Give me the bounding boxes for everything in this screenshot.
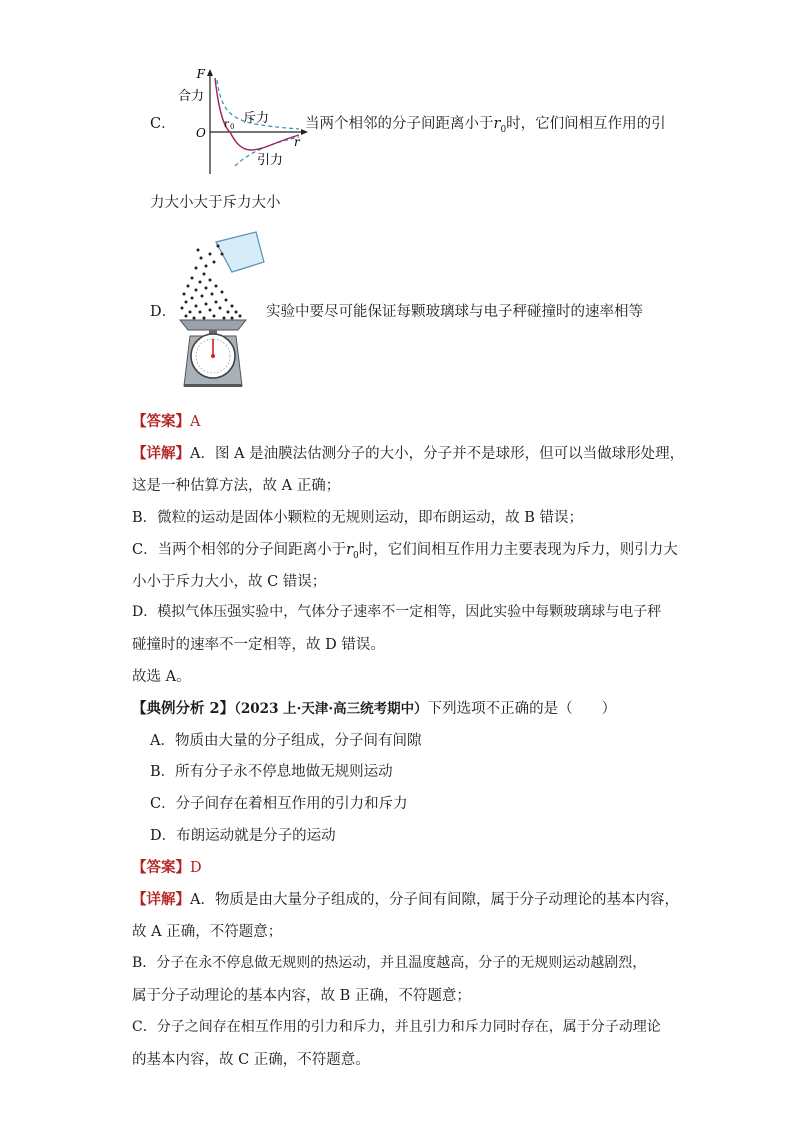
graph-r0-label: r (224, 119, 229, 130)
detail-2-line-c1: C．分子之间存在相互作用的引力和斥力，并且引力和斥力同时存在，属于分子动理论 (132, 1019, 661, 1035)
detail-1-line-b: B．微粒的运动是固体小颗粒的无规则运动，即布朗运动，故 B 错误； (132, 510, 584, 526)
detail-1-line-a1: 【详解】A．图 A 是油膜法估测分子的大小，分子并不是球形，但可以当做球形处理， (132, 445, 685, 462)
force-distance-graph (175, 66, 310, 178)
graph-attraction-label: 引力 (257, 153, 284, 168)
option-c-text: 当两个相邻的分子间距离小于$r_0$时，它们间相互作用的引 (305, 116, 666, 135)
detail-2-line-a2: 故 A 正确，不符题意； (132, 924, 283, 940)
example-2-heading: 【典例分析 2】（2023 上·天津·高三统考期中）下列选项不正确的是（ ） (132, 700, 617, 717)
detail-1-line-c1: C．当两个相邻的分子间距离小于$r_0$时，它们间相互作用力主要表现为斥力，则引力大 (132, 542, 678, 561)
pouring-cup-icon (216, 232, 264, 272)
scale-base (184, 384, 242, 387)
detail-1-line-d2: 碰撞时的速率不一定相等，故 D 错误。 (132, 637, 385, 653)
graph-r0-sub: 0 (230, 123, 235, 131)
example-2-option-b: B．所有分子永不停息地做无规则运动 (150, 764, 393, 780)
detail-1-line-d1: D．模拟气体压强实验中，气体分子速率不一定相等，因此实验中每颗玻璃球与电子秤 (132, 604, 662, 620)
option-c-label: C． (150, 116, 176, 132)
answer-1: 【答案】A (132, 413, 201, 430)
option-d-label: D． (150, 304, 177, 320)
option-d-text: 实验中要尽可能保证每颗玻璃球与电子秤碰撞时的速率相等 (266, 304, 643, 320)
option-c-text-line2: 力大小大于斥力大小 (150, 195, 281, 211)
detail-2-line-c2: 的基本内容，故 C 正确，不符题意。 (132, 1052, 370, 1068)
scale-pan (180, 320, 246, 330)
graph-r-label: r (294, 135, 300, 149)
graph-origin-label: O (196, 126, 206, 140)
example-2-option-c: C．分子间存在着相互作用的引力和斥力 (150, 796, 408, 812)
detail-1-line-a2: 这是一种估算方法，故 A 正确； (132, 478, 341, 494)
detail-1-line-c2: 小小于斥力大小，故 C 错误； (132, 574, 327, 590)
graph-f-label: F (196, 67, 205, 81)
answer-2: 【答案】D (132, 859, 202, 876)
detail-1-conclusion: 故选 A。 (132, 669, 191, 685)
detail-2-line-b1: B．分子在永不停息做无规则的热运动，并且温度越高，分子的无规则运动越剧烈， (132, 955, 647, 971)
graph-repulsion-label: 斥力 (243, 111, 270, 126)
example-2-option-a: A．物质由大量的分子组成，分子间有间隙 (150, 733, 422, 749)
graph-net-label: 合力 (178, 89, 205, 104)
example-2-option-d: D．布朗运动就是分子的运动 (150, 828, 336, 844)
detail-2-line-a1: 【详解】A．物质是由大量分子组成的，分子间有间隙，属于分子动理论的基本内容， (132, 891, 679, 908)
graph-y-arrow (207, 69, 213, 76)
detail-2-line-b2: 属于分子动理论的基本内容，故 B 正确，不符题意； (132, 988, 471, 1004)
